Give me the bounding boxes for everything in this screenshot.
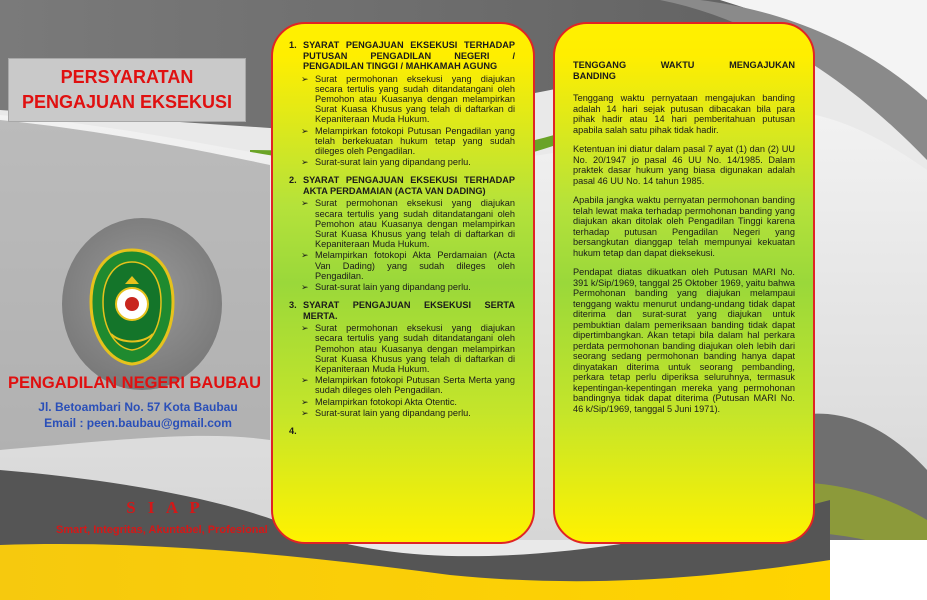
arrow-bullet-icon: ➢ [301, 250, 309, 261]
arrow-bullet-icon: ➢ [301, 157, 309, 168]
list-item-text: Surat permohonan eksekusi yang diajukan secara tertulis yang sudah ditandatangani oleh Pemohon atau Kuasanya dengan melampirkan Surat Kuasa Khusus yang telah di daftarkan di Kepaniteraan Muda Hukum. [315, 198, 515, 250]
arrow-bullet-icon: ➢ [301, 323, 309, 334]
requirement-list [301, 74, 515, 168]
section-title [289, 426, 515, 437]
section-number: 1. [289, 40, 297, 50]
section-title-text [303, 426, 515, 437]
brochure-title-box [8, 58, 246, 122]
arrow-bullet-icon: ➢ [301, 396, 309, 407]
arrow-bullet-icon: ➢ [301, 407, 309, 418]
appeal-title [573, 60, 795, 81]
list-item-text: Surat permohonan eksekusi yang diajukan secara tertulis yang sudah ditandatangani oleh Pemohon atau Kuasanya dengan melampirkan Surat Kuasa Khusus yang telah di daftarkan di Kepaniteraan Muda Hukum. [315, 323, 515, 374]
motto-siap: S I A P [126, 498, 204, 517]
section-title [289, 175, 515, 196]
list-item [301, 74, 515, 125]
list-item-text: Surat-surat lain yang dipandang perlu. [315, 281, 471, 292]
list-item-text: Surat-surat lain yang dipandang perlu. [315, 407, 471, 418]
arrow-bullet-icon: ➢ [301, 125, 309, 136]
list-item [301, 397, 515, 407]
list-item [301, 126, 515, 157]
section-number: 4. [289, 425, 297, 436]
section-title [289, 300, 515, 321]
arrow-bullet-icon: ➢ [301, 73, 309, 84]
arrow-bullet-icon: ➢ [301, 281, 309, 292]
list-item-text: Melampirkan fotokopi Putusan Serta Merta yang sudah dileges oleh Pengadilan. [315, 375, 515, 396]
list-item [301, 198, 515, 249]
court-name: PENGADILAN NEGERI BAUBAU [8, 374, 262, 392]
list-item [301, 323, 515, 374]
requirements-panel [271, 22, 535, 544]
list-item-text: Melampirkan fotokopi Putusan Pengadilan yang telah berkekuatan hukum tetap yang sudah dileges oleh Pengadilan. [315, 125, 515, 156]
list-item [301, 408, 515, 418]
list-item-text: Melampirkan fotokopi Akta Otentic. [315, 396, 457, 407]
requirements-content [289, 40, 515, 436]
list-item [301, 157, 515, 167]
court-emblem-icon [87, 248, 177, 366]
appeal-title-word: TENGGANG [573, 60, 627, 70]
appeal-title-word: MENGAJUKAN [729, 60, 795, 70]
brochure-title-line2: PENGAJUAN EKSEKUSI [21, 92, 233, 112]
appeal-paragraph: Ketentuan ini diatur dalam pasal 7 ayat (1) dan (2) UU No. 20/1947 jo pasal 46 UU No. 14/1985. Dalam praktek dasar hukum yang biasa digunakan adalah pasal 46 UU No. 14 tahun 1985. [573, 144, 795, 186]
bg-bottom-right-white [830, 540, 927, 600]
appeal-deadline-panel [553, 22, 815, 544]
arrow-bullet-icon: ➢ [301, 198, 309, 209]
section-title-text: SYARAT PENGAJUAN EKSEKUSI TERHADAP AKTA PERDAMAIAN (ACTA VAN DADING) [303, 175, 515, 196]
list-item [301, 375, 515, 395]
motto-tagline: Smart, Integritas, Akuntabel, Profesional [56, 524, 268, 536]
list-item-text: Melampirkan fotokopi Akta Perdamaian (Acta Van Dading) yang sudah dileges oleh Pengadilan. [315, 250, 515, 281]
appeal-title-word: WAKTU [660, 60, 695, 70]
appeal-paragraph: Tenggang waktu pernyataan mengajukan banding adalah 14 hari sejak putusan dibacakan bila para pihak hadir atau 14 hari pemberitahuan putusan apabila salah satu pihak tidak hadir. [573, 93, 795, 135]
section-title-text: SYARAT PENGAJUAN EKSEKUSI SERTA MERTA. [303, 300, 515, 321]
section-number: 3. [289, 300, 297, 311]
appeal-paragraph: Pendapat diatas dikuatkan oleh Putusan MARI No. 391 k/Sip/1969, tanggal 25 Oktober 1969, yaitu bahwa Permohonan banding yang diajukan melampaui tenggang waktu menurut undang-undang tidak dapat diterima dan surat-surat yang diajukan untuk pembuktian dalam pemeriksaan banding tidak dapat dipertimbangkan. Akan tetapi bila dalam hal perkara perdata permohonan banding diajukan oleh lebih dari seorang sedang permohonan banding hanya dapat dinyatakan diterima untuk seorang pembanding, perkara tetap perlu diperiksa seluruhnya, termasuk kepentingan-kepentingan mereka yang permohonan bandingnya tidak dapat diterima (Putusan MARI No. 46 k/Sip/1969, tanggal 5 Juni 1971). [573, 267, 795, 414]
court-email: Email : peen.baubau@gmail.com [44, 416, 232, 430]
appeal-title-line2: BANDING [573, 70, 616, 81]
requirement-list [301, 198, 515, 292]
list-item [301, 250, 515, 281]
appeal-paragraph: Apabila jangka waktu pernyatan permohonan banding telah lewat maka terhadap permohonan banding yang diajukan akan ditolak oleh Pengadilan Tinggi karena terhadap putusan Pengadilan Negeri yang bersangkutan dianggap telah mempunyai kekuatan hukum tetap dan dapat dieksekusi. [573, 195, 795, 258]
arrow-bullet-icon: ➢ [301, 375, 309, 386]
list-item-text: Surat permohonan eksekusi yang diajukan secara tertulis yang sudah ditandatangani oleh Pemohon atau Kuasanya dengan melampirkan Surat Kuasa Khusus yang telah di daftarkan di Kepaniteraan Muda Hukum. [315, 73, 515, 125]
list-item-text: Surat-surat lain yang dipandang perlu. [315, 157, 471, 168]
list-item [301, 282, 515, 292]
section-number: 2. [289, 175, 297, 186]
section-title [289, 40, 515, 72]
brochure-title-line1: PERSYARATAN [60, 67, 194, 87]
appeal-deadline-content [573, 60, 795, 423]
court-address: Jl. Betoambari No. 57 Kota Baubau [38, 400, 238, 414]
section-title-text: SYARAT PENGAJUAN EKSEKUSI TERHADAP PUTUSAN PENGADILAN NEGERI / PENGADILAN TINGGI / MAHKAMAH AGUNG [303, 40, 515, 71]
requirement-list [301, 323, 515, 418]
